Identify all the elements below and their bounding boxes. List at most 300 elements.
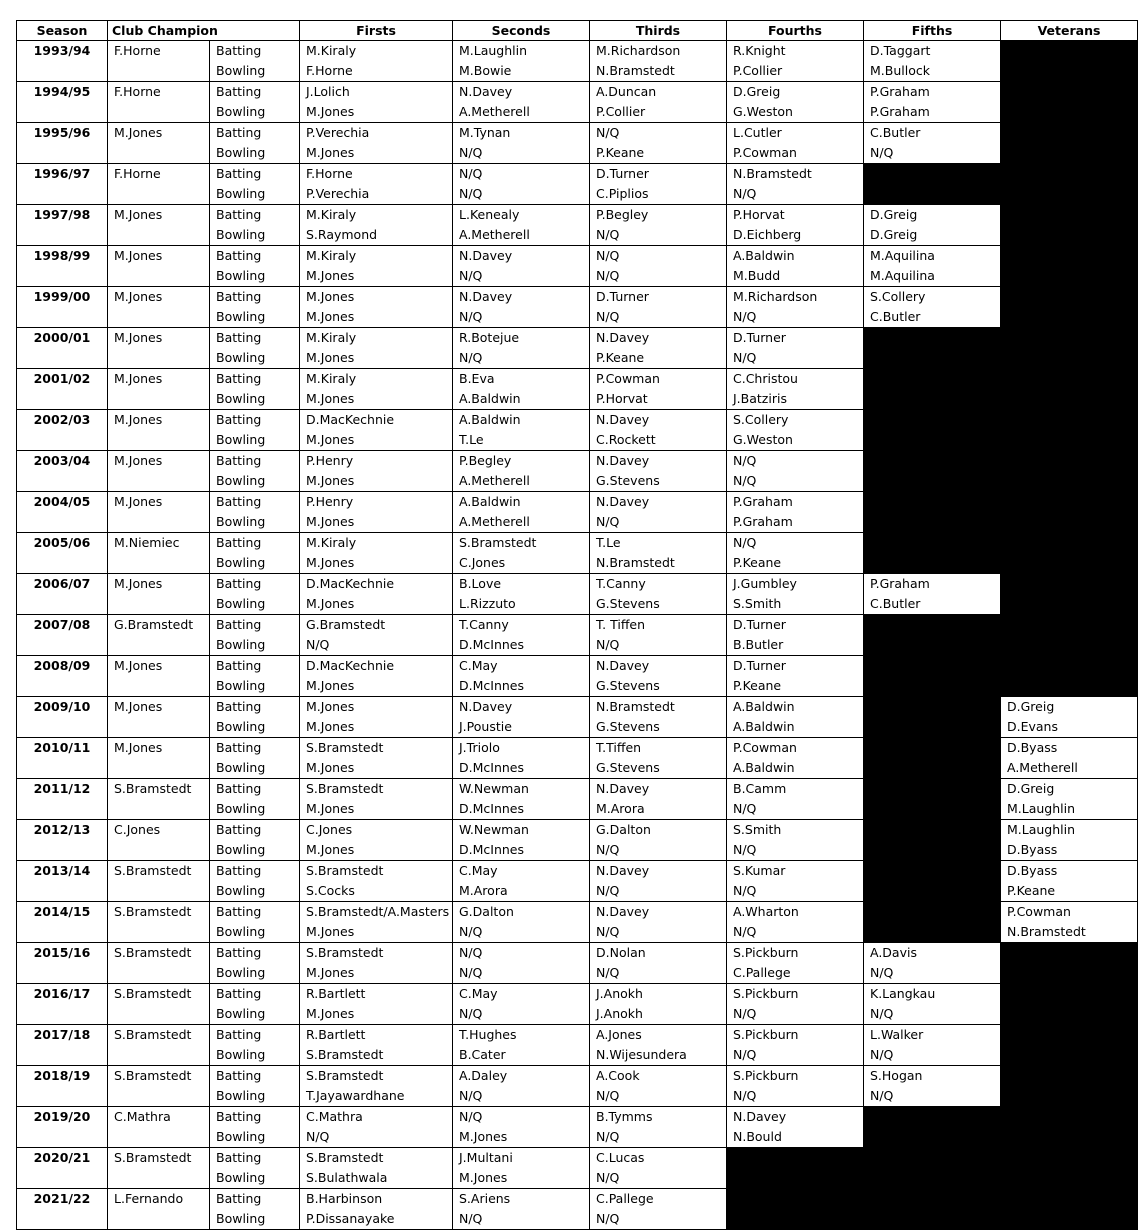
fifths-bowling-winner: M.Bullock xyxy=(870,63,930,78)
season-cell xyxy=(17,984,108,1025)
firsts-bowling-winner: N/Q xyxy=(306,637,330,652)
seconds-bowling-winner: N/Q xyxy=(459,186,483,201)
award-type-batting: Batting xyxy=(216,740,262,755)
season-cell xyxy=(17,492,108,533)
season-label: 1995/96 xyxy=(33,125,91,140)
firsts-bowling-winner: M.Jones xyxy=(306,1006,355,1021)
season-label: 2001/02 xyxy=(33,371,91,386)
fifths-batting-winner: D.Taggart xyxy=(870,43,931,58)
firsts-batting-winner: P.Verechia xyxy=(306,125,370,140)
award-type-cell xyxy=(210,246,300,287)
thirds-cell xyxy=(590,779,727,820)
seconds-cell xyxy=(453,656,590,697)
fourths-bowling-winner: N/Q xyxy=(733,883,757,898)
thirds-batting-winner: T.Tiffen xyxy=(596,740,642,755)
firsts-cell xyxy=(300,1107,453,1148)
award-type-cell xyxy=(210,533,300,574)
header-seconds: Seconds xyxy=(453,21,590,41)
award-type-batting: Batting xyxy=(216,986,262,1001)
award-type-cell xyxy=(210,779,300,820)
fourths-bowling-winner: M.Budd xyxy=(733,268,781,283)
thirds-bowling-winner: N/Q xyxy=(596,309,620,324)
fourths-cell xyxy=(727,1066,864,1107)
firsts-cell xyxy=(300,984,453,1025)
table-row xyxy=(17,369,1138,410)
award-type-bowling: Bowling xyxy=(216,801,266,816)
firsts-bowling-winner: M.Jones xyxy=(306,801,355,816)
club-champion-cell xyxy=(108,779,210,820)
award-type-batting: Batting xyxy=(216,535,262,550)
fourths-batting-winner: S.Smith xyxy=(733,822,782,837)
award-type-cell xyxy=(210,820,300,861)
thirds-cell xyxy=(590,1107,727,1148)
firsts-cell xyxy=(300,369,453,410)
fourths-batting-winner: D.Turner xyxy=(733,330,786,345)
fifths-empty-cell xyxy=(864,861,1001,902)
award-type-bowling: Bowling xyxy=(216,309,266,324)
club-champion-cell xyxy=(108,902,210,943)
thirds-batting-winner: C.Pallege xyxy=(596,1191,654,1206)
fourths-cell xyxy=(727,533,864,574)
seconds-bowling-winner: D.McInnes xyxy=(459,760,524,775)
firsts-bowling-winner: M.Jones xyxy=(306,309,355,324)
award-type-batting: Batting xyxy=(216,289,262,304)
fourths-cell xyxy=(727,369,864,410)
thirds-batting-winner: N.Davey xyxy=(596,863,650,878)
club-champion-cell xyxy=(108,656,210,697)
table-row xyxy=(17,205,1138,246)
award-type-cell xyxy=(210,123,300,164)
seconds-cell xyxy=(453,533,590,574)
fifths-cell xyxy=(864,574,1001,615)
thirds-bowling-winner: N/Q xyxy=(596,924,620,939)
firsts-cell xyxy=(300,1189,453,1230)
table-row xyxy=(17,984,1138,1025)
seconds-cell xyxy=(453,328,590,369)
firsts-batting-winner: D.MacKechnie xyxy=(306,576,395,591)
club-champion-name: M.Jones xyxy=(114,412,163,427)
seconds-bowling-winner: J.Poustie xyxy=(459,719,512,734)
fifths-empty-cell xyxy=(864,1148,1001,1189)
award-type-bowling: Bowling xyxy=(216,63,266,78)
seconds-batting-winner: T.Canny xyxy=(459,617,509,632)
award-type-bowling: Bowling xyxy=(216,883,266,898)
season-cell xyxy=(17,1025,108,1066)
season-label: 1993/94 xyxy=(33,43,91,58)
fifths-batting-winner: S.Collery xyxy=(870,289,926,304)
fourths-cell xyxy=(727,82,864,123)
thirds-cell xyxy=(590,287,727,328)
award-type-batting: Batting xyxy=(216,1027,262,1042)
award-type-cell xyxy=(210,861,300,902)
club-champion-cell xyxy=(108,246,210,287)
seconds-batting-winner: N/Q xyxy=(459,166,483,181)
veterans-empty-cell xyxy=(1001,492,1138,533)
fifths-empty-cell xyxy=(864,1189,1001,1230)
thirds-bowling-winner: G.Stevens xyxy=(596,473,660,488)
seconds-cell xyxy=(453,615,590,656)
fifths-batting-winner: D.Greig xyxy=(870,207,918,222)
fifths-bowling-winner: N/Q xyxy=(870,145,894,160)
seconds-cell xyxy=(453,861,590,902)
fourths-bowling-winner: P.Cowman xyxy=(733,145,797,160)
veterans-batting-winner: P.Cowman xyxy=(1007,904,1071,919)
seconds-bowling-winner: B.Cater xyxy=(459,1047,506,1062)
firsts-cell xyxy=(300,492,453,533)
award-type-bowling: Bowling xyxy=(216,514,266,529)
award-type-cell xyxy=(210,902,300,943)
firsts-batting-winner: S.Bramstedt xyxy=(306,1150,384,1165)
firsts-cell xyxy=(300,820,453,861)
fourths-batting-winner: J.Gumbley xyxy=(733,576,797,591)
season-cell xyxy=(17,820,108,861)
club-champion-name: S.Bramstedt xyxy=(114,1068,192,1083)
table-row xyxy=(17,943,1138,984)
firsts-batting-winner: F.Horne xyxy=(306,166,353,181)
thirds-batting-winner: N.Davey xyxy=(596,453,650,468)
firsts-batting-winner: S.Bramstedt xyxy=(306,740,384,755)
fifths-cell xyxy=(864,943,1001,984)
award-type-cell xyxy=(210,1148,300,1189)
seconds-bowling-winner: N/Q xyxy=(459,350,483,365)
veterans-empty-cell xyxy=(1001,164,1138,205)
firsts-bowling-winner: M.Jones xyxy=(306,760,355,775)
firsts-cell xyxy=(300,656,453,697)
season-label: 2000/01 xyxy=(33,330,91,345)
seconds-batting-winner: A.Daley xyxy=(459,1068,508,1083)
seconds-batting-winner: C.May xyxy=(459,658,498,673)
thirds-bowling-winner: N/Q xyxy=(596,1211,620,1226)
seconds-cell xyxy=(453,1148,590,1189)
thirds-batting-winner: D.Turner xyxy=(596,166,649,181)
seconds-batting-winner: W.Newman xyxy=(459,781,529,796)
seconds-bowling-winner: M.Jones xyxy=(459,1170,508,1185)
club-champion-name: M.Jones xyxy=(114,289,163,304)
fifths-cell xyxy=(864,82,1001,123)
season-label: 2007/08 xyxy=(33,617,91,632)
fourths-cell xyxy=(727,451,864,492)
firsts-batting-winner: R.Bartlett xyxy=(306,986,366,1001)
club-champion-cell xyxy=(108,697,210,738)
thirds-batting-winner: N.Davey xyxy=(596,412,650,427)
season-cell xyxy=(17,369,108,410)
thirds-cell xyxy=(590,656,727,697)
thirds-batting-winner: D.Turner xyxy=(596,289,649,304)
seconds-batting-winner: R.Botejue xyxy=(459,330,520,345)
award-type-cell xyxy=(210,984,300,1025)
club-champion-name: C.Jones xyxy=(114,822,161,837)
thirds-bowling-winner: M.Arora xyxy=(596,801,645,816)
season-label: 2015/16 xyxy=(33,945,91,960)
seconds-bowling-winner: D.McInnes xyxy=(459,637,524,652)
firsts-batting-winner: G.Bramstedt xyxy=(306,617,386,632)
firsts-bowling-winner: M.Jones xyxy=(306,842,355,857)
table-row xyxy=(17,1107,1138,1148)
award-type-bowling: Bowling xyxy=(216,1088,266,1103)
award-type-bowling: Bowling xyxy=(216,186,266,201)
season-label: 2014/15 xyxy=(33,904,91,919)
seconds-bowling-winner: N/Q xyxy=(459,965,483,980)
club-champion-cell xyxy=(108,1025,210,1066)
seconds-bowling-winner: L.Rizzuto xyxy=(459,596,516,611)
header-veterans: Veterans xyxy=(1001,21,1138,41)
veterans-empty-cell xyxy=(1001,1025,1138,1066)
thirds-batting-winner: M.Richardson xyxy=(596,43,681,58)
fifths-empty-cell xyxy=(864,328,1001,369)
thirds-bowling-winner: G.Stevens xyxy=(596,596,660,611)
club-champion-name: M.Jones xyxy=(114,125,163,140)
table-row xyxy=(17,41,1138,82)
season-cell xyxy=(17,615,108,656)
club-champion-name: S.Bramstedt xyxy=(114,904,192,919)
fifths-bowling-winner: M.Aquilina xyxy=(870,268,935,283)
fourths-bowling-winner: N/Q xyxy=(733,473,757,488)
veterans-empty-cell xyxy=(1001,451,1138,492)
club-champion-cell xyxy=(108,287,210,328)
season-cell xyxy=(17,574,108,615)
thirds-cell xyxy=(590,902,727,943)
seconds-cell xyxy=(453,1066,590,1107)
award-type-cell xyxy=(210,615,300,656)
firsts-bowling-winner: M.Jones xyxy=(306,596,355,611)
firsts-batting-winner: M.Jones xyxy=(306,289,355,304)
fourths-cell xyxy=(727,205,864,246)
thirds-bowling-winner: N/Q xyxy=(596,1170,620,1185)
thirds-cell xyxy=(590,615,727,656)
firsts-bowling-winner: P.Dissanayake xyxy=(306,1211,395,1226)
club-champion-name: M.Jones xyxy=(114,494,163,509)
thirds-batting-winner: B.Tymms xyxy=(596,1109,653,1124)
firsts-bowling-winner: S.Bulathwala xyxy=(306,1170,388,1185)
season-cell xyxy=(17,779,108,820)
fifths-empty-cell xyxy=(864,656,1001,697)
season-label: 1998/99 xyxy=(33,248,91,263)
award-type-cell xyxy=(210,1107,300,1148)
fourths-batting-winner: B.Camm xyxy=(733,781,787,796)
firsts-cell xyxy=(300,205,453,246)
firsts-cell xyxy=(300,943,453,984)
firsts-batting-winner: M.Kiraly xyxy=(306,43,357,58)
fifths-cell xyxy=(864,1066,1001,1107)
fourths-cell xyxy=(727,328,864,369)
thirds-batting-winner: D.Nolan xyxy=(596,945,646,960)
firsts-bowling-winner: M.Jones xyxy=(306,268,355,283)
club-champion-name: S.Bramstedt xyxy=(114,781,192,796)
award-type-bowling: Bowling xyxy=(216,227,266,242)
club-champion-cell xyxy=(108,615,210,656)
firsts-cell xyxy=(300,1066,453,1107)
club-champion-cell xyxy=(108,574,210,615)
seconds-cell xyxy=(453,123,590,164)
seconds-cell xyxy=(453,984,590,1025)
seconds-bowling-winner: D.McInnes xyxy=(459,801,524,816)
firsts-batting-winner: D.MacKechnie xyxy=(306,658,395,673)
thirds-batting-winner: P.Begley xyxy=(596,207,649,222)
veterans-empty-cell xyxy=(1001,369,1138,410)
veterans-empty-cell xyxy=(1001,656,1138,697)
firsts-batting-winner: P.Henry xyxy=(306,494,354,509)
seconds-bowling-winner: M.Bowie xyxy=(459,63,512,78)
fourths-cell xyxy=(727,697,864,738)
thirds-batting-winner: A.Cook xyxy=(596,1068,640,1083)
season-cell xyxy=(17,328,108,369)
thirds-cell xyxy=(590,82,727,123)
table-row xyxy=(17,246,1138,287)
firsts-cell xyxy=(300,328,453,369)
table-row xyxy=(17,451,1138,492)
club-champion-name: M.Jones xyxy=(114,453,163,468)
table-row xyxy=(17,656,1138,697)
season-cell xyxy=(17,902,108,943)
seconds-batting-winner: S.Ariens xyxy=(459,1191,511,1206)
season-label: 1997/98 xyxy=(33,207,91,222)
season-label: 2017/18 xyxy=(33,1027,91,1042)
season-cell xyxy=(17,123,108,164)
fifths-cell xyxy=(864,1025,1001,1066)
award-type-batting: Batting xyxy=(216,822,262,837)
firsts-bowling-winner: S.Raymond xyxy=(306,227,378,242)
seconds-cell xyxy=(453,41,590,82)
season-cell xyxy=(17,533,108,574)
veterans-empty-cell xyxy=(1001,41,1138,82)
firsts-cell xyxy=(300,697,453,738)
fifths-cell xyxy=(864,205,1001,246)
fifths-batting-winner: L.Walker xyxy=(870,1027,924,1042)
fifths-cell xyxy=(864,41,1001,82)
club-champion-cell xyxy=(108,943,210,984)
fifths-cell xyxy=(864,287,1001,328)
seconds-batting-winner: P.Begley xyxy=(459,453,512,468)
seconds-cell xyxy=(453,246,590,287)
fourths-bowling-winner: N.Bould xyxy=(733,1129,782,1144)
table-row xyxy=(17,820,1138,861)
fourths-batting-winner: N/Q xyxy=(733,535,757,550)
thirds-bowling-winner: C.Rockett xyxy=(596,432,656,447)
seconds-batting-winner: A.Baldwin xyxy=(459,494,521,509)
club-champion-cell xyxy=(108,1148,210,1189)
firsts-cell xyxy=(300,123,453,164)
seconds-bowling-winner: N/Q xyxy=(459,924,483,939)
seconds-bowling-winner: C.Jones xyxy=(459,555,506,570)
seconds-batting-winner: N.Davey xyxy=(459,248,513,263)
seconds-batting-winner: W.Newman xyxy=(459,822,529,837)
thirds-cell xyxy=(590,164,727,205)
fourths-cell xyxy=(727,123,864,164)
thirds-cell xyxy=(590,1066,727,1107)
seconds-batting-winner: M.Laughlin xyxy=(459,43,528,58)
table-row xyxy=(17,861,1138,902)
table-row xyxy=(17,738,1138,779)
club-champion-name: M.Jones xyxy=(114,740,163,755)
thirds-bowling-winner: G.Stevens xyxy=(596,678,660,693)
fifths-bowling-winner: N/Q xyxy=(870,1088,894,1103)
fourths-cell xyxy=(727,902,864,943)
club-champion-cell xyxy=(108,123,210,164)
thirds-bowling-winner: N/Q xyxy=(596,965,620,980)
firsts-bowling-winner: S.Bramstedt xyxy=(306,1047,384,1062)
award-type-cell xyxy=(210,410,300,451)
season-cell xyxy=(17,410,108,451)
award-type-batting: Batting xyxy=(216,904,262,919)
club-champion-name: M.Jones xyxy=(114,207,163,222)
thirds-cell xyxy=(590,369,727,410)
club-champion-cell xyxy=(108,533,210,574)
club-champion-cell xyxy=(108,1189,210,1230)
club-champion-name: M.Jones xyxy=(114,576,163,591)
club-champion-cell xyxy=(108,164,210,205)
thirds-cell xyxy=(590,984,727,1025)
table-row xyxy=(17,328,1138,369)
award-type-cell xyxy=(210,1189,300,1230)
club-champion-cell xyxy=(108,984,210,1025)
fifths-batting-winner: A.Davis xyxy=(870,945,917,960)
table-row xyxy=(17,902,1138,943)
firsts-batting-winner: P.Henry xyxy=(306,453,354,468)
season-cell xyxy=(17,205,108,246)
table-row xyxy=(17,615,1138,656)
seconds-batting-winner: N/Q xyxy=(459,945,483,960)
firsts-cell xyxy=(300,164,453,205)
fifths-empty-cell xyxy=(864,820,1001,861)
award-type-batting: Batting xyxy=(216,166,262,181)
seconds-bowling-winner: M.Jones xyxy=(459,1129,508,1144)
thirds-bowling-winner: P.Horvat xyxy=(596,391,648,406)
header-fourths: Fourths xyxy=(727,21,864,41)
season-label: 1996/97 xyxy=(33,166,91,181)
club-champion-name: G.Bramstedt xyxy=(114,617,194,632)
firsts-cell xyxy=(300,451,453,492)
thirds-batting-winner: N.Davey xyxy=(596,330,650,345)
firsts-cell xyxy=(300,246,453,287)
fourths-bowling-winner: J.Batziris xyxy=(733,391,787,406)
seconds-batting-winner: T.Hughes xyxy=(459,1027,517,1042)
award-type-bowling: Bowling xyxy=(216,432,266,447)
table-row xyxy=(17,492,1138,533)
fourths-bowling-winner: P.Collier xyxy=(733,63,783,78)
veterans-batting-winner: D.Byass xyxy=(1007,740,1058,755)
fifths-bowling-winner: N/Q xyxy=(870,1006,894,1021)
thirds-bowling-winner: N/Q xyxy=(596,514,620,529)
thirds-cell xyxy=(590,574,727,615)
thirds-bowling-winner: G.Stevens xyxy=(596,760,660,775)
season-cell xyxy=(17,1066,108,1107)
season-label: 2009/10 xyxy=(33,699,91,714)
fourths-batting-winner: S.Pickburn xyxy=(733,1027,799,1042)
award-type-cell xyxy=(210,82,300,123)
firsts-cell xyxy=(300,1148,453,1189)
seconds-batting-winner: N.Davey xyxy=(459,84,513,99)
veterans-bowling-winner: D.Evans xyxy=(1007,719,1058,734)
fifths-empty-cell xyxy=(864,902,1001,943)
veterans-empty-cell xyxy=(1001,574,1138,615)
header-fifths: Fifths xyxy=(864,21,1001,41)
firsts-bowling-winner: M.Jones xyxy=(306,432,355,447)
fourths-bowling-winner: N/Q xyxy=(733,309,757,324)
fourths-bowling-winner: G.Weston xyxy=(733,432,793,447)
firsts-batting-winner: M.Kiraly xyxy=(306,535,357,550)
fourths-cell xyxy=(727,246,864,287)
firsts-bowling-winner: M.Jones xyxy=(306,145,355,160)
club-champion-name: F.Horne xyxy=(114,43,161,58)
veterans-empty-cell xyxy=(1001,1189,1138,1230)
veterans-batting-winner: M.Laughlin xyxy=(1007,822,1076,837)
table-row xyxy=(17,1148,1138,1189)
club-champion-name: M.Jones xyxy=(114,248,163,263)
season-label: 2016/17 xyxy=(33,986,91,1001)
season-label: 2006/07 xyxy=(33,576,91,591)
thirds-cell xyxy=(590,738,727,779)
veterans-empty-cell xyxy=(1001,943,1138,984)
